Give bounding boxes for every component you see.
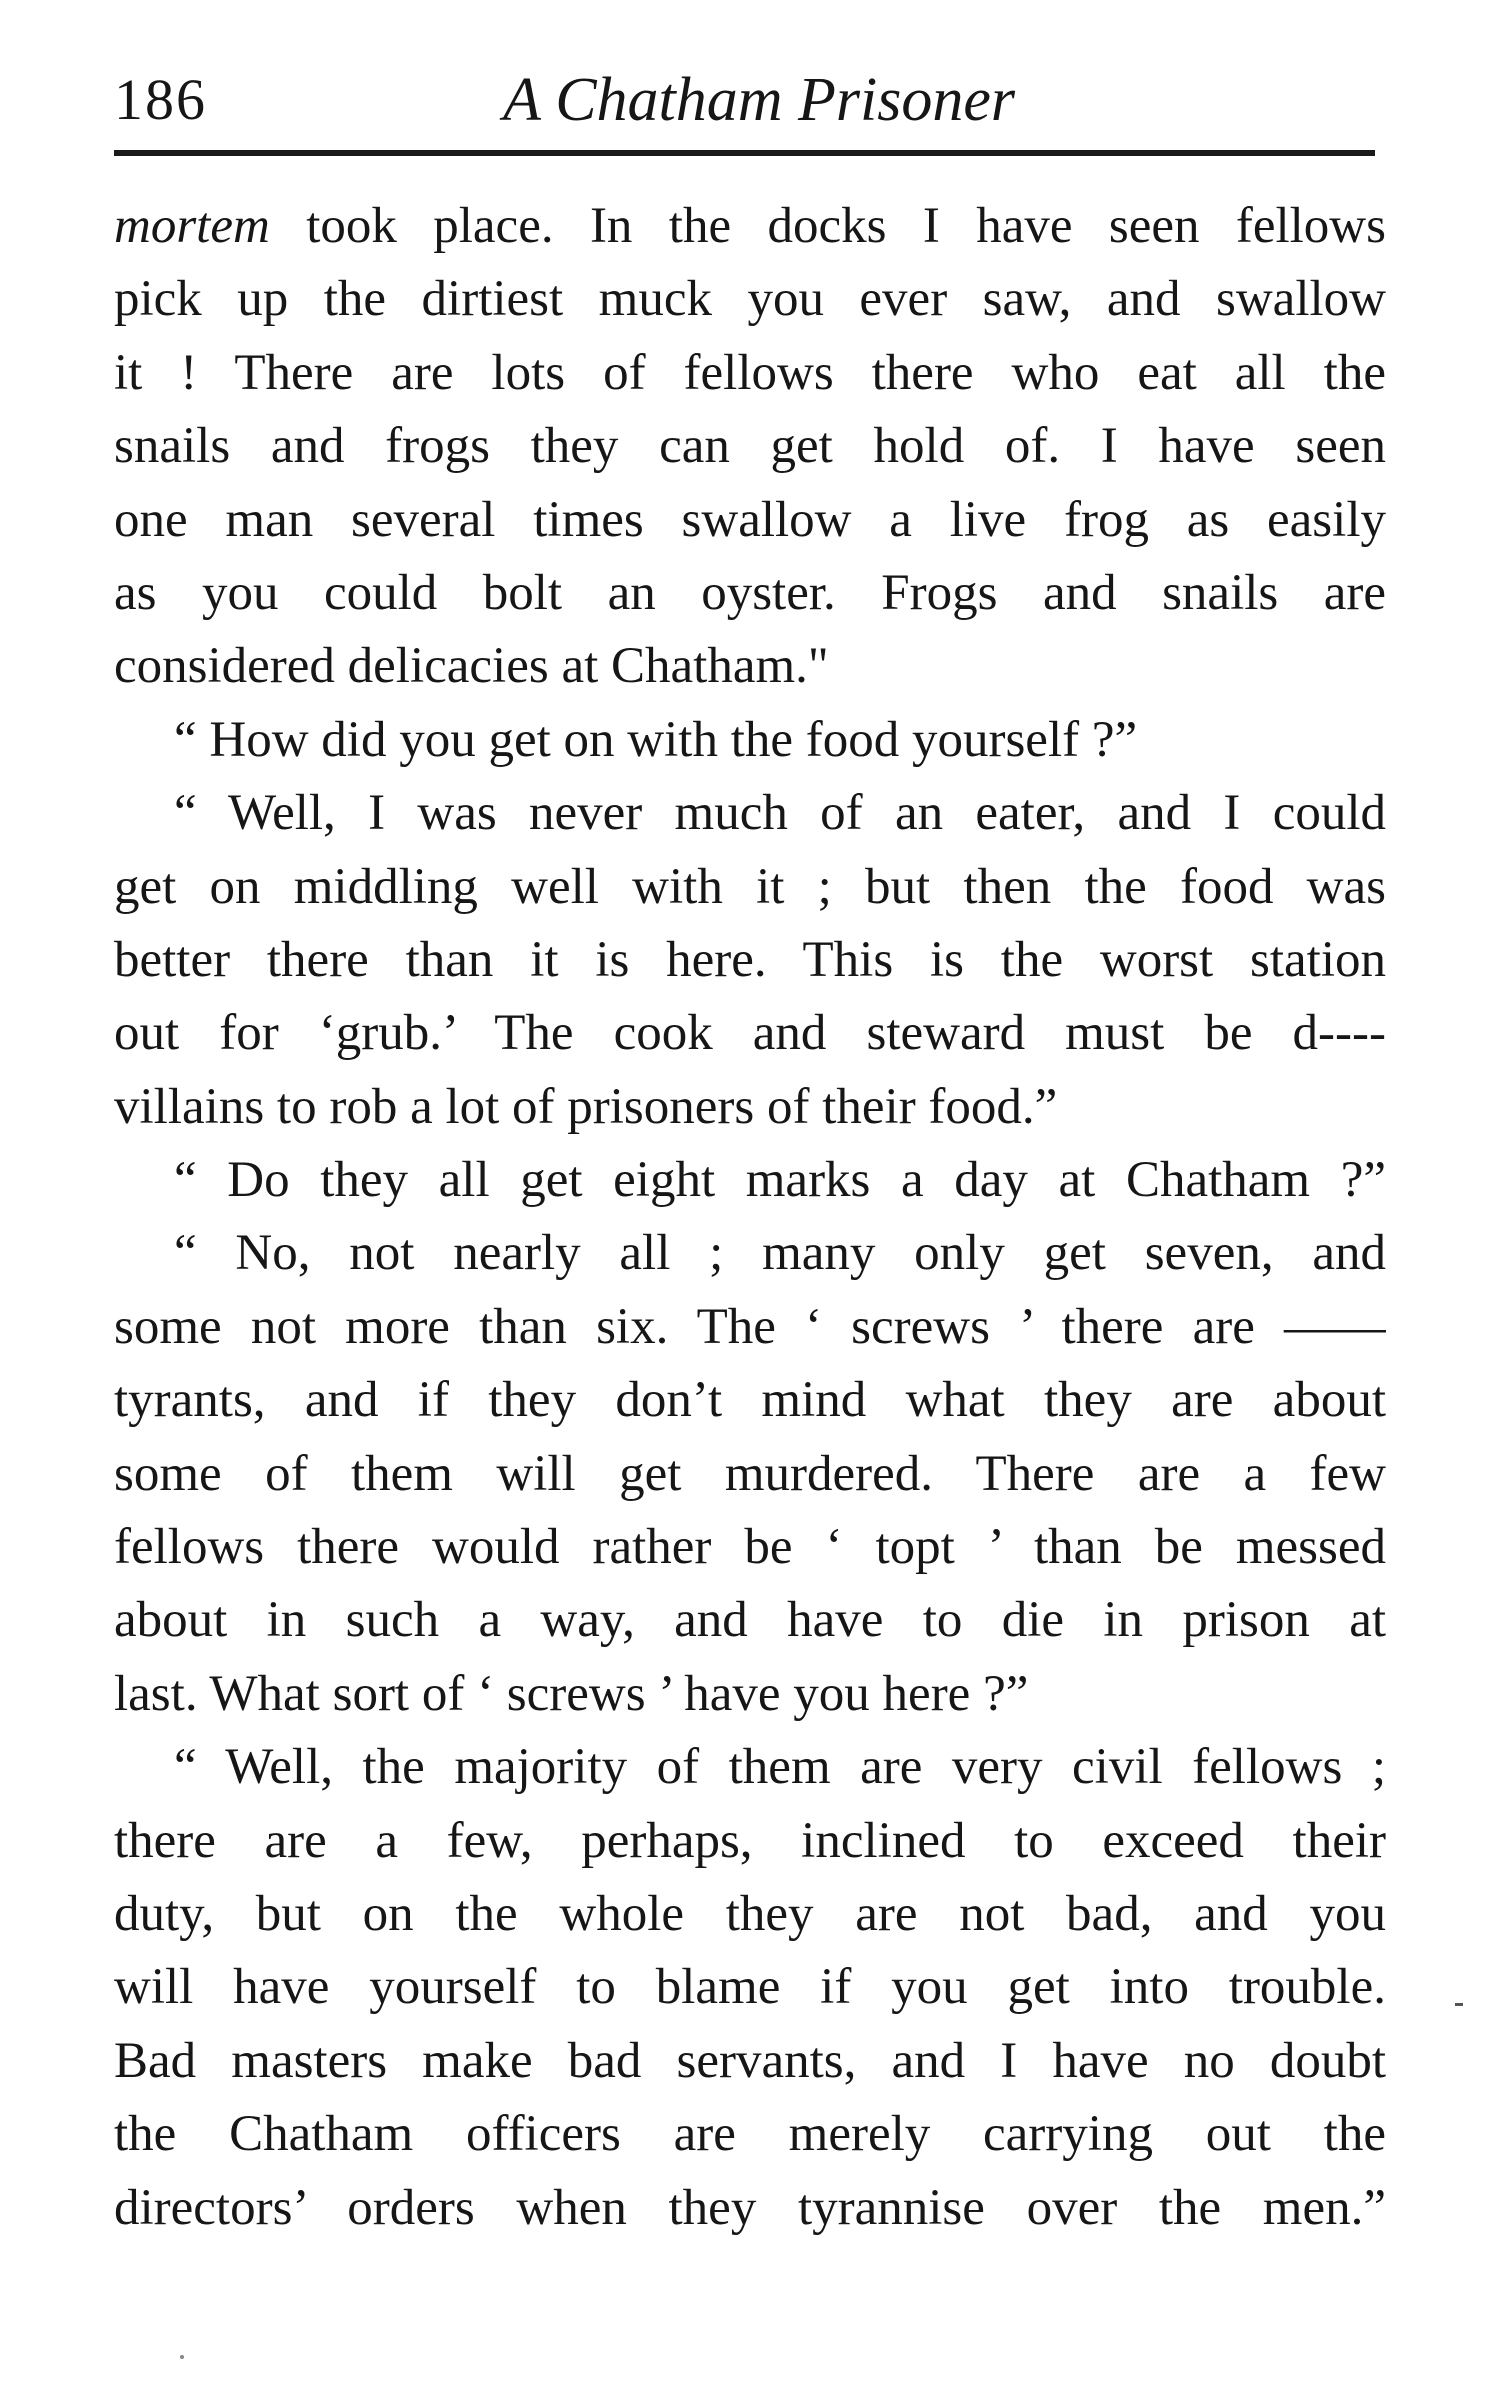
text-line: “ Well, I was never much of an eater, and I could [174,785,1386,842]
header-rule [114,150,1375,156]
body-text [114,190,1386,2245]
text-line: fellows there would rather be ‘ topt ’ than be messed [114,1519,1386,1576]
text-line: villains to rob a lot of prisoners of their food.” [114,1078,1058,1135]
text-line: better there than it is here. This is the worst station [114,931,1386,988]
text-line: last. What sort of ‘ screws ’ have you here ?” [114,1665,1029,1722]
text-line: snails and frogs they can get hold of. I have seen [114,418,1386,475]
italic-word: mortem [114,198,270,254]
text-line: “ How did you get on with the food yourself ?” [174,711,1138,768]
text-line: it ! There are lots of fellows there who eat all the [114,344,1386,401]
text-line: “ No, not nearly all ; many only get seven, and [174,1225,1386,1282]
text-line: duty, but on the whole they are not bad, and you [114,1885,1386,1942]
text-line: “ Well, the majority of them are very civil fellows ; [174,1739,1386,1796]
text-line: get on middling well with it ; but then the food was [114,858,1386,915]
print-speck [180,2355,184,2359]
page-header [114,56,1374,146]
text-line: there are a few, perhaps, inclined to exceed their [114,1812,1386,1869]
text-line: some of them will get murdered. There are a few [114,1445,1386,1502]
text-line: one man several times swallow a live frog as easily [114,491,1386,548]
text-line: out for ‘grub.’ The cook and steward must be d---- [114,1005,1386,1062]
text-line: “ Do they all get eight marks a day at Chatham ?” [174,1152,1386,1209]
text-line: some not more than six. The ‘ screws ’ there are —— [114,1298,1386,1355]
text-line: directors’ orders when they tyrannise over the men.” [114,2179,1386,2236]
text-line: considered delicacies at Chatham." [114,638,829,695]
text-line: about in such a way, and have to die in prison at [114,1592,1386,1649]
page-number: 186 [114,67,207,132]
text-line: the Chatham officers are merely carrying out the [114,2106,1386,2163]
text-line: tyrants, and if they don’t mind what they are about [114,1372,1386,1429]
running-title: A Chatham Prisoner [502,66,1016,134]
text-line: mortem took place. In the docks I have seen fellows [114,198,1386,254]
text-line: pick up the dirtiest muck you ever saw, and swallow [114,271,1386,328]
margin-mark [1455,2003,1463,2006]
text-line: Bad masters make bad servants, and I have no doubt [114,2032,1386,2089]
text-line: will have yourself to blame if you get into trouble. [114,1959,1386,2016]
text-line: as you could bolt an oyster. Frogs and snails are [114,564,1386,621]
